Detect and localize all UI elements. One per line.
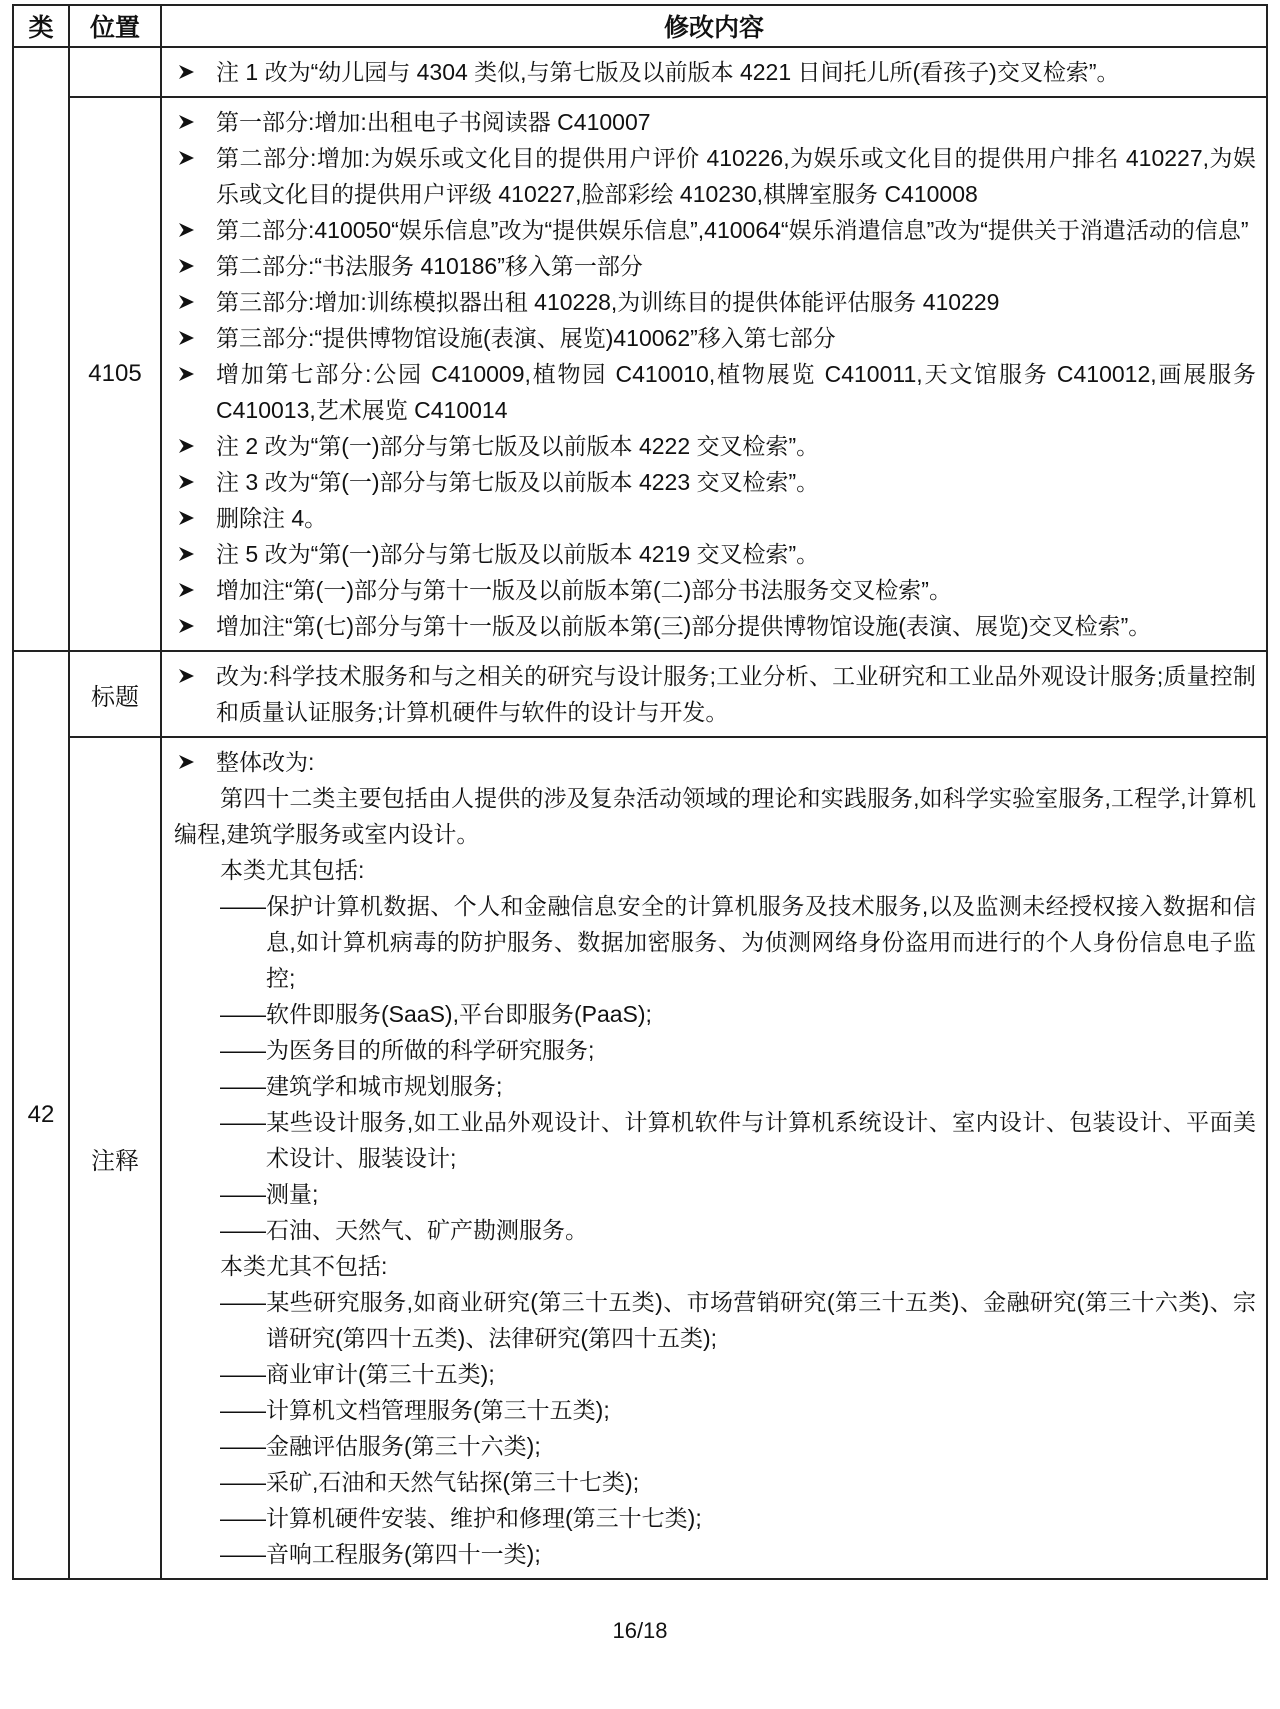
- bullet-text: 整体改为:: [216, 749, 315, 775]
- header-class: 类: [13, 5, 69, 47]
- position-cell-4105: 4105: [69, 97, 161, 651]
- bullet-arrow-icon: [178, 618, 196, 634]
- bullet-text: 注 1 改为“幼儿园与 4304 类似,与第七版及以前版本 4221 日间托儿所(看孩子)交叉检索”。: [216, 59, 1120, 85]
- table-row: [13, 651, 1267, 737]
- bullet-item: [174, 140, 1256, 212]
- bullet-text: 第二部分:“书法服务 410186”移入第一部分: [216, 253, 643, 279]
- bullet-text: 增加第七部分:公园 C410009,植物园 C410010,植物展览 C410011,天文馆服务 C410012,画展服务 C410013,艺术展览 C410014: [216, 361, 1256, 423]
- text-line: ——计算机硬件安装、维护和修理(第三十七类);: [220, 1505, 702, 1531]
- bullet-item: [174, 500, 1256, 536]
- text-line: ——为医务目的所做的科学研究服务;: [220, 1037, 595, 1063]
- text-line: ——软件即服务(SaaS),平台即服务(PaaS);: [220, 1001, 652, 1027]
- bullet-item: [174, 320, 1256, 356]
- text-line: ——某些研究服务,如商业研究(第三十五类)、市场营销研究(第三十五类)、金融研究(第三十六类)、宗谱研究(第四十五类)、法律研究(第四十五类);: [220, 1289, 1256, 1351]
- table-row: [13, 97, 1267, 651]
- bullet-text: 第二部分:410050“娱乐信息”改为“提供娱乐信息”,410064“娱乐消遣信息”改为“提供关于消遣活动的信息”: [216, 217, 1249, 243]
- class-cell-42: 42: [13, 651, 69, 1579]
- content-cell-title: [161, 651, 1267, 737]
- bullet-item: [174, 658, 1256, 730]
- bullet-item: [174, 464, 1256, 500]
- text-line: ——金融评估服务(第三十六类);: [220, 1433, 541, 1459]
- table-row: [13, 737, 1267, 1579]
- text-line: ——测量;: [220, 1181, 319, 1207]
- text-line: 本类尤其包括:: [220, 857, 365, 883]
- bullet-text: 第二部分:增加:为娱乐或文化目的提供用户评价 410226,为娱乐或文化目的提供用户排名 410227,为娱乐或文化目的提供用户评级 410227,脸部彩绘 410230,棋牌室服务 C410008: [216, 145, 1256, 207]
- text-line: ——石油、天然气、矿产勘测服务。: [220, 1217, 588, 1243]
- position-cell-notes: 注释: [69, 737, 161, 1579]
- bullet-item: [174, 572, 1256, 608]
- bullet-arrow-icon: [178, 668, 196, 684]
- bullet-arrow-icon: [178, 366, 196, 382]
- position-cell-title: 标题: [69, 651, 161, 737]
- bullet-text: 第一部分:增加:出租电子书阅读器 C410007: [216, 109, 651, 135]
- text-line: ——音响工程服务(第四十一类);: [220, 1541, 541, 1567]
- position-cell-blank: [69, 47, 161, 97]
- bullet-arrow-icon: [178, 474, 196, 490]
- bullet-arrow-icon: [178, 294, 196, 310]
- bullet-arrow-icon: [178, 330, 196, 346]
- revision-table: [12, 4, 1268, 1580]
- bullet-text: 第三部分:增加:训练模拟器出租 410228,为训练目的提供体能评估服务 410229: [216, 289, 1000, 315]
- bullet-arrow-icon: [178, 546, 196, 562]
- bullet-text: 注 2 改为“第(一)部分与第七版及以前版本 4222 交叉检索”。: [216, 433, 820, 459]
- text-line: 本类尤其不包括:: [220, 1253, 388, 1279]
- bullet-text: 第三部分:“提供博物馆设施(表演、展览)410062”移入第七部分: [216, 325, 836, 351]
- header-position: 位置: [69, 5, 161, 47]
- bullet-arrow-icon: [178, 438, 196, 454]
- bullet-item: [174, 744, 1256, 780]
- bullet-arrow-icon: [178, 222, 196, 238]
- bullet-arrow-icon: [178, 754, 196, 770]
- bullet-item: [174, 608, 1256, 644]
- bullet-text: 注 3 改为“第(一)部分与第七版及以前版本 4223 交叉检索”。: [216, 469, 820, 495]
- bullet-text: 增加注“第(七)部分与第十一版及以前版本第(三)部分提供博物馆设施(表演、展览)交叉检索”。: [216, 613, 1152, 639]
- content-cell-notes: [161, 737, 1267, 1579]
- bullet-arrow-icon: [178, 582, 196, 598]
- bullet-arrow-icon: [178, 510, 196, 526]
- bullet-item: [174, 54, 1256, 90]
- bullet-item: [174, 248, 1256, 284]
- text-line: ——某些设计服务,如工业品外观设计、计算机软件与计算机系统设计、室内设计、包装设计、平面美术设计、服装设计;: [220, 1109, 1256, 1171]
- bullet-item: [174, 356, 1256, 428]
- table-row: [13, 47, 1267, 97]
- bullet-arrow-icon: [178, 64, 196, 80]
- class-cell-blank: [13, 47, 69, 651]
- text-line: ——采矿,石油和天然气钻探(第三十七类);: [220, 1469, 640, 1495]
- bullet-item: [174, 428, 1256, 464]
- bullet-item: [174, 536, 1256, 572]
- content-cell-note1: [161, 47, 1267, 97]
- text-line: ——建筑学和城市规划服务;: [220, 1073, 503, 1099]
- text-line: ——商业审计(第三十五类);: [220, 1361, 495, 1387]
- bullet-text: 删除注 4。: [216, 505, 328, 531]
- bullet-text: 增加注“第(一)部分与第十一版及以前版本第(二)部分书法服务交叉检索”。: [216, 577, 952, 603]
- bullet-arrow-icon: [178, 258, 196, 274]
- bullet-text: 改为:科学技术服务和与之相关的研究与设计服务;工业分析、工业研究和工业品外观设计服务;质量控制和质量认证服务;计算机硬件与软件的设计与开发。: [216, 663, 1256, 725]
- bullet-item: [174, 212, 1256, 248]
- table-header-row: [13, 5, 1267, 47]
- bullet-arrow-icon: [178, 150, 196, 166]
- bullet-arrow-icon: [178, 114, 196, 130]
- page-number: 16/18: [612, 1618, 668, 1643]
- bullet-text: 注 5 改为“第(一)部分与第七版及以前版本 4219 交叉检索”。: [216, 541, 820, 567]
- header-content: 修改内容: [161, 5, 1267, 47]
- content-cell-4105: [161, 97, 1267, 651]
- bullet-item: [174, 104, 1256, 140]
- text-line: ——保护计算机数据、个人和金融信息安全的计算机服务及技术服务,以及监测未经授权接入数据和信息,如计算机病毒的防护服务、数据加密服务、为侦测网络身份盗用而进行的个人身份信息电子监控;: [220, 893, 1256, 991]
- text-line: ——计算机文档管理服务(第三十五类);: [220, 1397, 610, 1423]
- text-line: 第四十二类主要包括由人提供的涉及复杂活动领域的理论和实践服务,如科学实验室服务,工程学,计算机编程,建筑学服务或室内设计。: [174, 785, 1256, 847]
- bullet-item: [174, 284, 1256, 320]
